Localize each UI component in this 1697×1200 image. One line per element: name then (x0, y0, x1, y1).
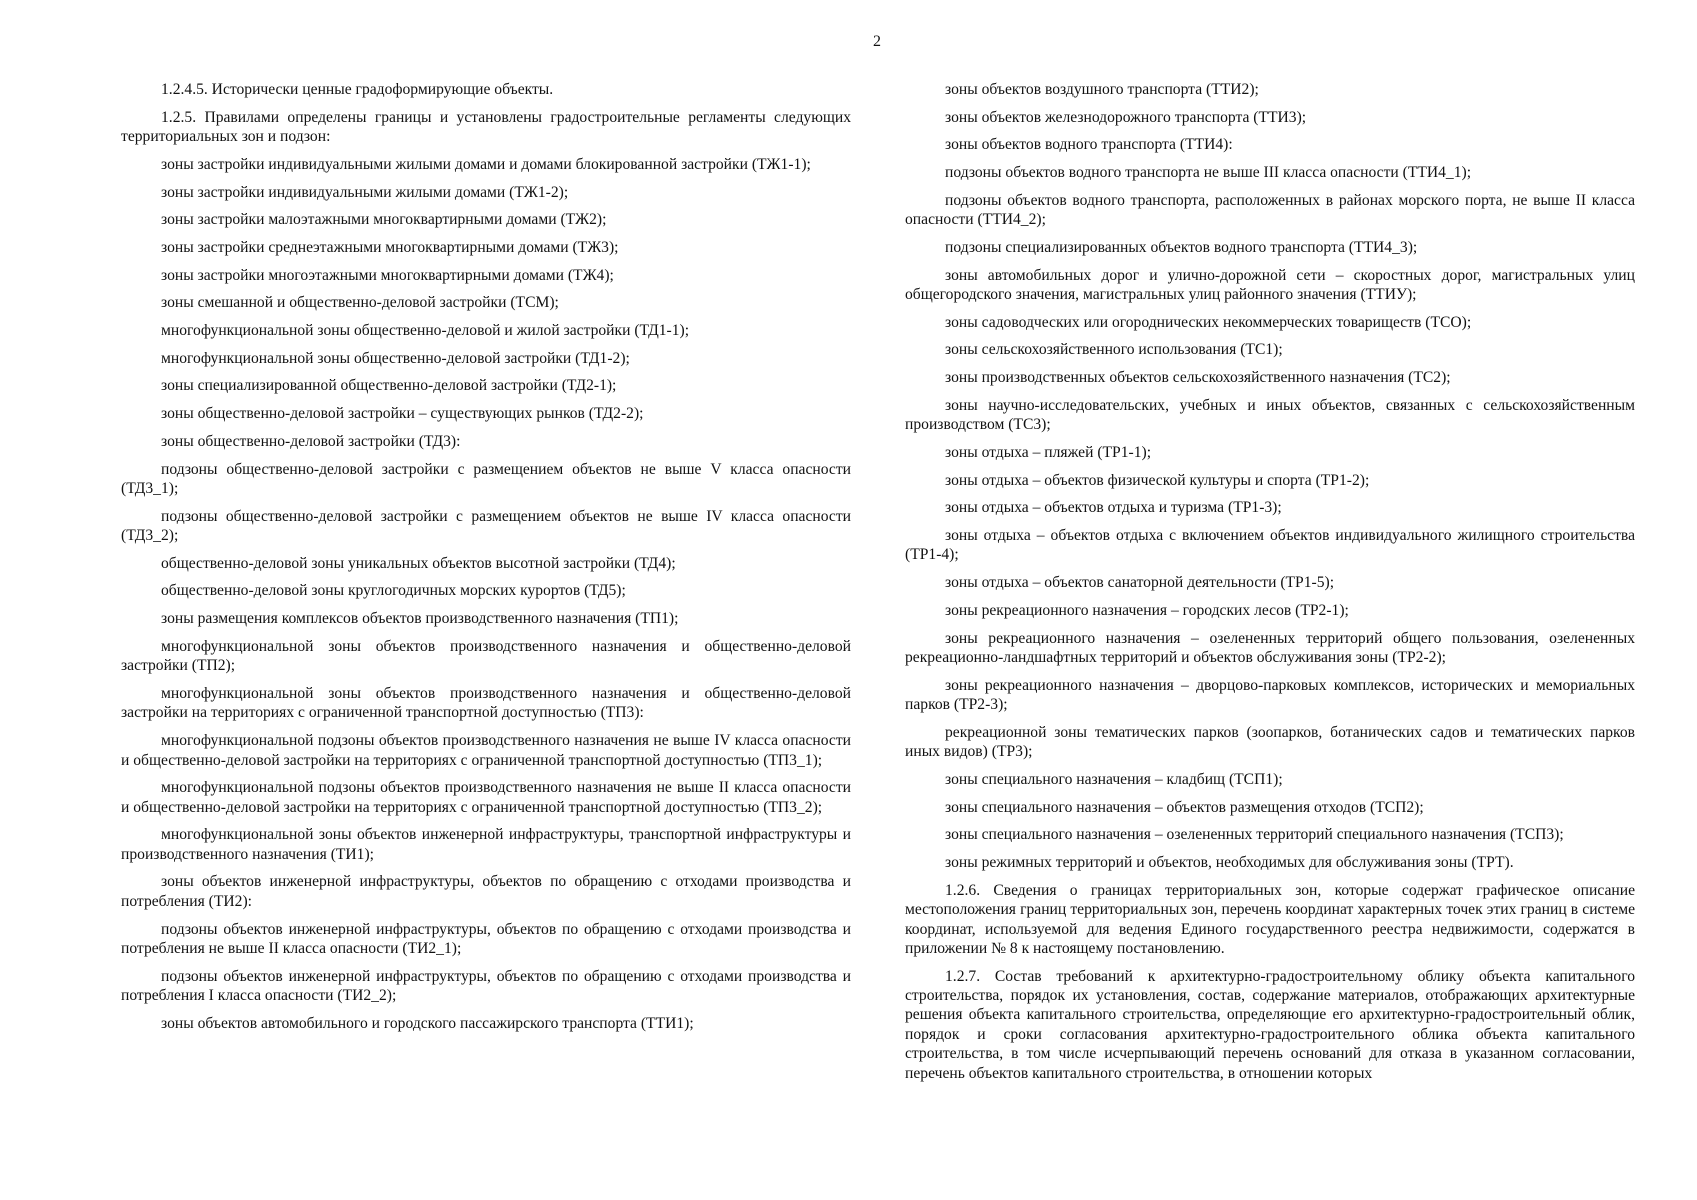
zone-list-item: подзоны специализированных объектов водного транспорта (ТТИ4_3); (945, 238, 1418, 256)
zone-list-item: подзоны общественно-деловой застройки с размещением объектов не выше V класса опасности (ТД3_1); (121, 460, 851, 497)
zone-list-item: зоны отдыха – объектов отдыха и туризма (ТР1-3); (945, 499, 1282, 517)
zone-list-item: зоны объектов инженерной инфраструктуры, объектов по обращению с отходами производства и потребления (ТИ2): (121, 873, 851, 910)
zone-list-item: зоны застройки среднеэтажными многоквартирными домами (ТЖ3); (161, 238, 619, 256)
zone-list-item: зоны застройки индивидуальными жилыми домами и домами блокированной застройки (ТЖ1-1); (161, 155, 811, 173)
zone-list-item: зоны рекреационного назначения – озелененных территорий общего пользования, озелененных рекреационно-ландшафтных территорий и объектов обслуживания зоны (ТР2-2); (905, 629, 1635, 666)
zone-list-item: зоны застройки многоэтажными многоквартирными домами (ТЖ4); (161, 266, 614, 284)
zone-list-item: зоны отдыха – объектов физической культуры и спорта (ТР1-2); (945, 471, 1370, 489)
zone-list-item: зоны специального назначения – кладбищ (ТСП1); (945, 770, 1283, 788)
zone-list-item: зоны специального назначения – озелененных территорий специального назначения (ТСП3); (945, 826, 1564, 844)
zone-list-item: зоны размещения комплексов объектов производственного назначения (ТП1); (161, 610, 679, 628)
zone-list-item: зоны сельскохозяйственного использования (ТС1); (945, 341, 1283, 359)
page-number: 2 (873, 33, 881, 50)
zone-list-item: зоны общественно-деловой застройки – существующих рынков (ТД2-2); (161, 405, 644, 423)
zone-list-item: зоны автомобильных дорог и улично-дорожной сети – скоростных дорог, магистральных улиц общегородского значения, магистральных улиц районного значения (ТТИУ); (905, 266, 1635, 304)
zone-list-item: общественно-деловой зоны уникальных объектов высотной застройки (ТД4); (161, 554, 676, 572)
zone-list-item: зоны смешанной и общественно-деловой застройки (ТСМ); (161, 294, 559, 312)
left-column (121, 80, 851, 1041)
zone-list-item: общественно-деловой зоны круглогодичных морских курортов (ТД5); (161, 582, 626, 600)
zone-list-item: зоны производственных объектов сельскохозяйственного назначения (ТС2); (945, 369, 1451, 387)
zone-list-item: зоны объектов автомобильного и городского пассажирского транспорта (ТТИ1); (161, 1014, 694, 1032)
zone-list-item: многофункциональной зоны объектов производственного назначения и общественно-деловой застройки на территориях с ограниченной транспортной доступностью (ТП3): (121, 684, 851, 722)
zone-list-item: рекреационной зоны тематических парков (зоопарков, ботанических садов и тематических парков иных видов) (ТР3); (905, 723, 1635, 761)
zone-list-item: подзоны объектов инженерной инфраструктуры, объектов по обращению с отходами производства и потребления I класса опасности (ТИ2_2); (121, 967, 851, 1005)
zone-list-item: многофункциональной зоны объектов производственного назначения и общественно-деловой застройки (ТП2); (121, 637, 851, 675)
zone-list-item: зоны режимных территорий и объектов, необходимых для обслуживания зоны (ТРТ). (945, 854, 1514, 872)
right-column (905, 80, 1635, 1091)
zone-list-item: подзоны объектов водного транспорта не выше III класса опасности (ТТИ4_1); (945, 164, 1472, 182)
zone-list-item: зоны рекреационного назначения – дворцово-парковых комплексов, исторических и мемориальных парков (ТР2-3); (905, 676, 1635, 714)
zone-list-item: многофункциональной подзоны объектов производственного назначения не выше II класса опасности и общественно-деловой застройки на территориях с ограниченной транспортной доступностью (ТП3_2); (121, 779, 851, 816)
zone-list-item: зоны специализированной общественно-деловой застройки (ТД2-1); (161, 377, 617, 395)
zone-list-item: зоны объектов воздушного транспорта (ТТИ2); (945, 81, 1259, 98)
zone-list-item: зоны специального назначения – объектов размещения отходов (ТСП2); (945, 798, 1424, 816)
zone-list-item: многофункциональной зоны общественно-деловой застройки (ТД1-2); (161, 349, 630, 367)
zone-list-item: зоны садоводческих или огороднических некоммерческих товариществ (ТСО); (945, 313, 1472, 331)
paragraph: 1.2.4.5. Исторически ценные градоформирующие объекты. (161, 81, 554, 98)
zone-list-item: зоны отдыха – пляжей (ТР1-1); (945, 443, 1152, 461)
zone-list-item: подзоны объектов инженерной инфраструктуры, объектов по обращению с отходами производства и потребления не выше II класса опасности (ТИ2_1); (121, 920, 851, 957)
zone-list-item: зоны объектов железнодорожного транспорта (ТТИ3); (945, 108, 1307, 126)
zone-list-item: подзоны общественно-деловой застройки с размещением объектов не выше IV класса опасности (ТД3_2); (121, 507, 851, 545)
paragraph: 1.2.5. Правилами определены границы и установлены градостроительные регламенты следующих территориальных зон и подзон: (121, 108, 851, 146)
zone-list-item: многофункциональной подзоны объектов производственного назначения не выше IV класса опасности и общественно-деловой застройки на территориях с ограниченной транспортной доступностью (ТП3_1); (121, 732, 851, 769)
zone-list-item: многофункциональной зоны общественно-деловой и жилой застройки (ТД1-1); (161, 322, 690, 340)
paragraph: 1.2.6. Сведения о границах территориальных зон, которые содержат графическое описание местоположения границ территориальных зон, перечень координат характерных точек этих границ в системе координат, используемой для ведения Единого государственного реестра недвижимости, содержатся в приложении № 8 к настоящему постановлению. (905, 881, 1635, 957)
zone-list-item: зоны рекреационного назначения – городских лесов (ТР2-1); (945, 601, 1349, 619)
zone-list-item: зоны научно-исследовательских, учебных и иных объектов, связанных с сельскохозяйственным производством (ТС3); (905, 396, 1635, 434)
zone-list-item: зоны застройки малоэтажными многоквартирными домами (ТЖ2); (161, 211, 607, 229)
zone-list-item: многофункциональной зоны объектов инженерной инфраструктуры, транспортной инфраструктуры и производственного назначения (ТИ1); (121, 826, 851, 863)
zone-list-item: зоны объектов водного транспорта (ТТИ4): (945, 136, 1233, 154)
zone-list-item: подзоны объектов водного транспорта, расположенных в районах морского порта, не выше II класса опасности (ТТИ4_2); (905, 191, 1635, 229)
zone-list-item: зоны застройки индивидуальными жилыми домами (ТЖ1-2); (161, 183, 569, 201)
paragraph: 1.2.7. Состав требований к архитектурно-градостроительному облику объекта капитального строительства, порядок их установления, состав, содержание материалов, отображающих архитектурные решения объекта капитального строительства, определяющие его архитектурно-градостроительный облик, порядок и сроки согласования архитектурно-градостроительного облика объекта капитального строительства, в том числе исчерпывающий перечень оснований для отказа в указанном согласовании, перечень объектов капитального строительства, в отношении которых (905, 967, 1635, 1082)
zone-list-item: зоны общественно-деловой застройки (ТД3): (161, 432, 461, 450)
zone-list-item: зоны отдыха – объектов отдыха с включением объектов индивидуального жилищного строительства (ТР1-4); (905, 527, 1635, 564)
zone-list-item: зоны отдыха – объектов санаторной деятельности (ТР1-5); (945, 574, 1335, 592)
